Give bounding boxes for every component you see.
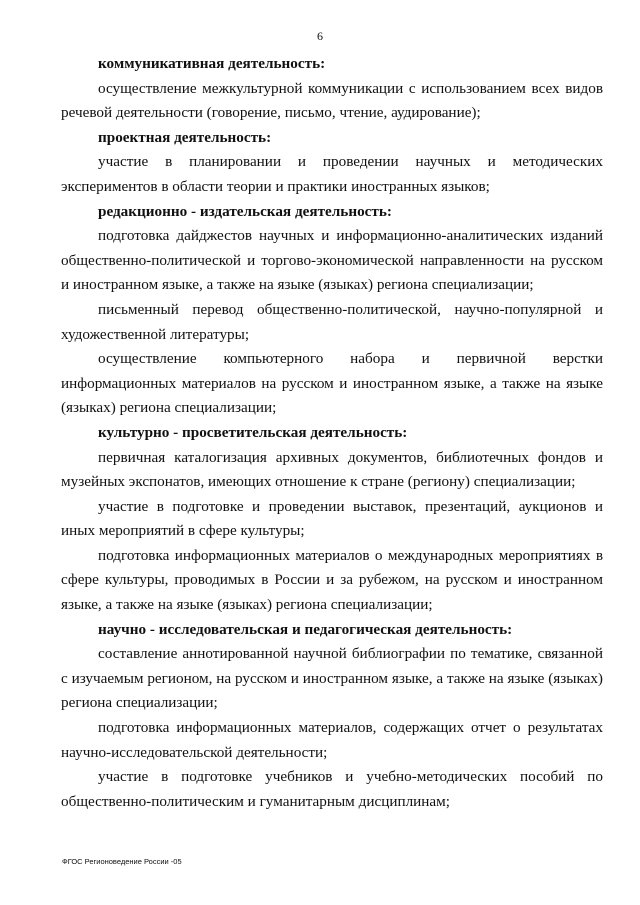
section-research	[61, 618, 603, 815]
paragraph: подготовка дайджестов научных и информационно-аналитических изданий общественно-политической и торгово-экономической направленности на русском и иностранном языке, а также на языке (языках) региона специализации;	[61, 227, 603, 294]
paragraph: осуществление межкультурной коммуникации с использованием всех видов речевой деятельности (говорение, письмо, чтение, аудирование);	[61, 79, 603, 122]
section-editorial	[61, 200, 603, 421]
paragraph: письменный перевод общественно-политической, научно-популярной и художественной литературы;	[61, 300, 603, 343]
section-heading: проектная деятельность:	[98, 128, 272, 146]
document-body	[61, 52, 603, 814]
paragraph: участие в планировании и проведении научных и методических экспериментов в области теории и практики иностранных языков;	[61, 153, 603, 195]
footer-text: ФГОС Регионоведение России -05	[62, 857, 182, 866]
paragraph: осуществление компьютерного набора и первичной верстки информационных материалов на русском и иностранном языке, а также на языке (языках) региона специализации;	[61, 350, 603, 417]
section-cultural	[61, 421, 603, 618]
section-heading: научно - исследовательская и педагогическая деятельность:	[98, 620, 513, 638]
section-heading: редакционно - издательская деятельность:	[98, 202, 392, 220]
paragraph: участие в подготовке и проведении выставок, презентаций, аукционов и иных мероприятий в сфере культуры;	[61, 497, 603, 540]
section-project	[61, 126, 603, 200]
paragraph: первичная каталогизация архивных документов, библиотечных фондов и музейных экспонатов, имеющих отношение к стране (региону) специализации;	[61, 448, 603, 491]
page-number: 6	[317, 29, 323, 43]
paragraph: участие в подготовке учебников и учебно-методических пособий по общественно-политическим и гуманитарным дисциплинам;	[61, 768, 603, 810]
section-heading: коммуникативная деятельность:	[98, 55, 326, 72]
paragraph: подготовка информационных материалов о международных мероприятиях в сфере культуры, проводимых в России и за рубежом, на русском и иностранном языке, а также на языке (языках) региона специализации;	[61, 546, 603, 614]
section-communicative	[61, 52, 603, 126]
section-heading: культурно - просветительская деятельность:	[98, 423, 408, 441]
paragraph: подготовка информационных материалов, содержащих отчет о результатах научно-исследовательской деятельности;	[61, 719, 603, 761]
paragraph: составление аннотированной научной библиографии по тематике, связанной с изучаемым регионом, на русском и иностранном языке, а также на языке (языках) региона специализации;	[61, 645, 603, 712]
